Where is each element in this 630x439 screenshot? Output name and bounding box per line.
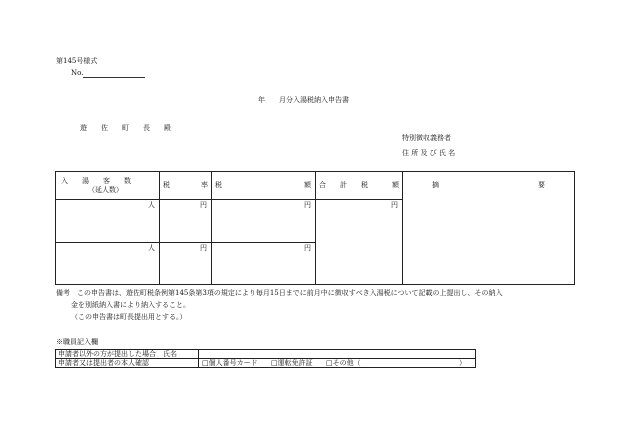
check-other[interactable]: □その他（ bbox=[326, 359, 361, 367]
row2-unit-yen-rate: 円 bbox=[200, 244, 207, 252]
check-mynumber-card[interactable]: □個人番号カード bbox=[202, 359, 258, 367]
row-divider bbox=[55, 242, 315, 243]
header-divider bbox=[55, 199, 402, 200]
table-border-right bbox=[574, 171, 575, 285]
staff-border-left bbox=[55, 349, 56, 368]
staff-col-divider bbox=[198, 349, 199, 368]
remarks-line3: （この申告書は町長提出用とする。） bbox=[71, 313, 187, 321]
header-rate-1: 税 bbox=[163, 181, 170, 189]
header-summary-2: 要 bbox=[538, 181, 545, 189]
header-bathers-sub: （延人数） bbox=[88, 186, 123, 194]
header-bathers: 入 湯 客 数 bbox=[61, 177, 131, 185]
col-divider-2 bbox=[211, 171, 212, 285]
header-total-2: 額 bbox=[392, 181, 399, 189]
form-number: 第145号様式 bbox=[56, 57, 98, 65]
header-tax-2: 額 bbox=[304, 181, 311, 189]
col-divider-1 bbox=[159, 171, 160, 285]
header-rate-2: 率 bbox=[201, 181, 208, 189]
remarks-line1 bbox=[56, 289, 502, 298]
page-title: 年 月分入湯税納入申告書 bbox=[258, 96, 349, 104]
table-border-left bbox=[55, 171, 56, 285]
total-unit-yen: 円 bbox=[391, 201, 398, 209]
remarks-text-1: この申告書は、遊佐町税条例第145条第3項の規定により毎月15日までに前月中に徴収すべき入湯税について記載の上提出し、その納入 bbox=[77, 289, 503, 297]
row2-unit-yen-tax: 円 bbox=[304, 244, 311, 252]
number-field bbox=[71, 69, 145, 78]
row1-unit-person: 人 bbox=[148, 201, 155, 209]
check-drivers-license[interactable]: □運転免許証 bbox=[271, 359, 313, 367]
header-tax-1: 税 bbox=[215, 181, 222, 189]
address-name-label: 住 所 及 び 氏 名 bbox=[402, 149, 456, 157]
header-total-1: 合 計 税 bbox=[319, 181, 368, 189]
addressee: 遊 佐 町 長 殿 bbox=[80, 124, 171, 132]
staff-border-right bbox=[475, 349, 476, 368]
remarks-label: 備考 bbox=[56, 289, 70, 297]
staff-heading: ※職員記入欄 bbox=[56, 338, 98, 346]
col-divider-4 bbox=[402, 171, 403, 285]
header-summary-1: 摘 bbox=[432, 181, 439, 189]
number-label: No. bbox=[71, 69, 84, 77]
staff-row1-label: 申請者以外の方が提出した場合 氏名 bbox=[58, 350, 177, 358]
row1-unit-yen-tax: 円 bbox=[304, 201, 311, 209]
remarks-line2: 金を別紙納入書により納入すること。 bbox=[71, 301, 190, 309]
row1-unit-yen-rate: 円 bbox=[200, 201, 207, 209]
staff-row2-label: 申請者又は提出者の本人確認 bbox=[58, 359, 149, 367]
col-divider-3 bbox=[315, 171, 316, 285]
row2-unit-person: 人 bbox=[148, 244, 155, 252]
collector-label: 特別徴収義務者 bbox=[402, 134, 451, 142]
check-other-close: ） bbox=[459, 359, 466, 367]
number-blank bbox=[83, 69, 145, 78]
